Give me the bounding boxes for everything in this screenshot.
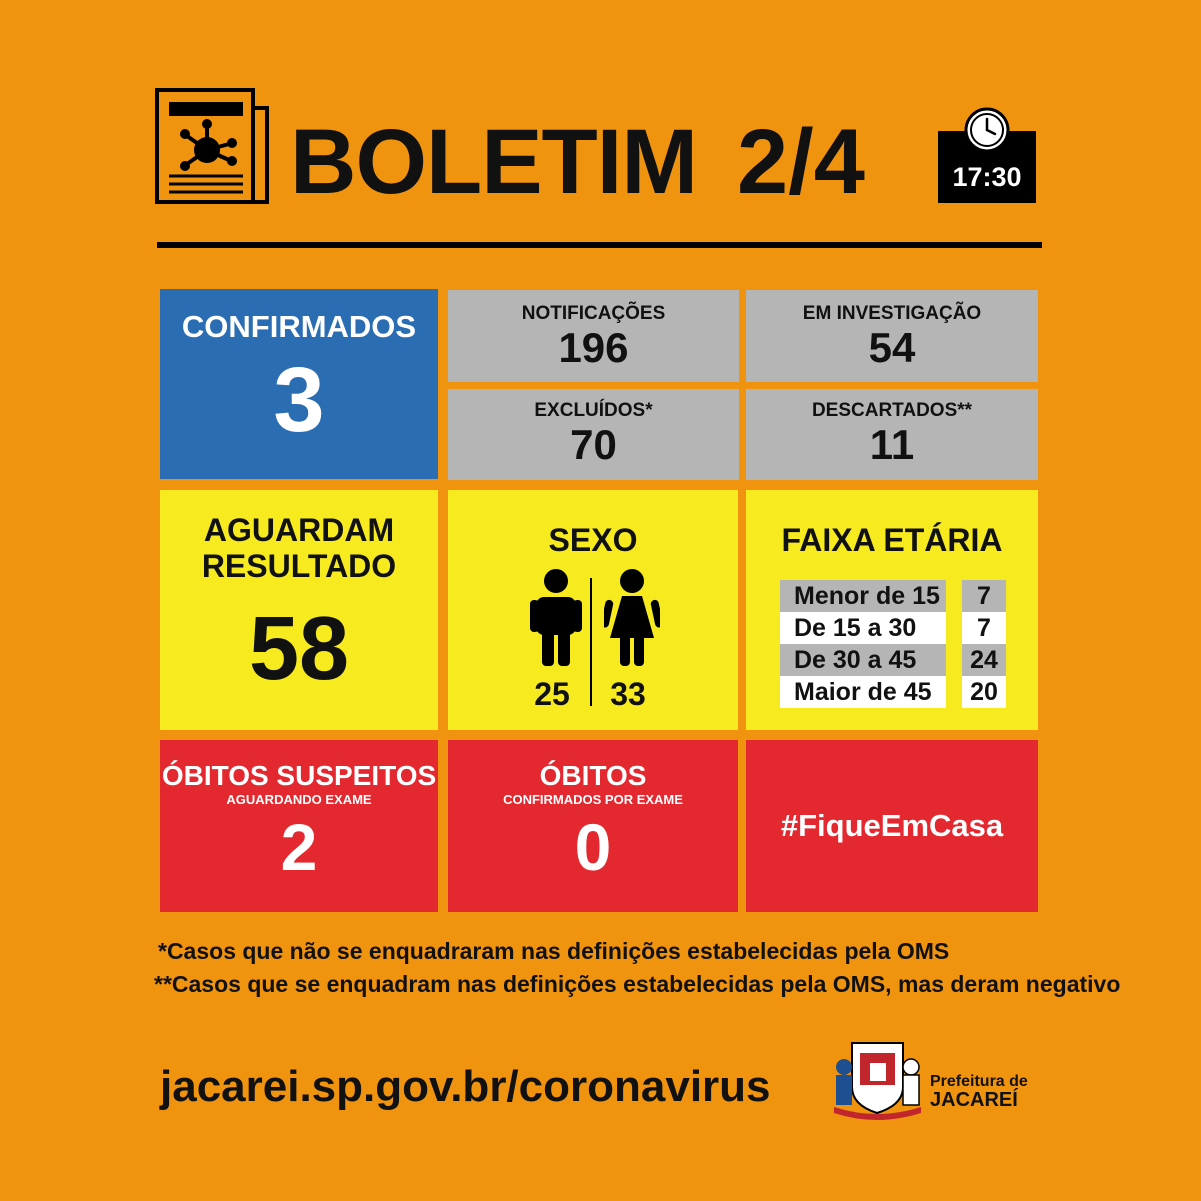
age-row-value: 20 [962,676,1006,708]
aguardam-value: 58 [248,599,350,699]
aguardam-card [160,490,438,730]
age-row [780,580,1006,612]
age-row-name: De 15 a 30 [780,612,946,644]
city-seal-icon [830,1035,925,1120]
time-badge [938,105,1036,203]
website-link[interactable]: jacarei.sp.gov.br/coronavirus [160,1062,771,1111]
obitos-suspeitos-value: 2 [280,810,318,884]
confirmados-value: 3 [273,349,325,451]
aguardam-label-line2: RESULTADO [201,548,397,584]
age-row-value: 24 [962,644,1006,676]
prefeitura-line2: JACAREÍ [930,1089,1018,1111]
female-value: 33 [610,676,646,712]
obitos-value: 0 [574,810,612,884]
obitos-label: ÓBITOS [539,760,647,791]
age-row-name: De 30 a 45 [780,644,946,676]
footnote-one: *Casos que não se enquadraram nas definições estabelecidas pela OMS [158,938,950,964]
obitos-sublabel: CONFIRMADOS POR EXAME [503,792,683,807]
age-row-name: Maior de 45 [780,676,946,708]
em-investigacao-label: EM INVESTIGAÇÃO [802,303,982,324]
clock-icon [964,107,1010,153]
title-text: BOLETIM [290,111,697,213]
female-icon [604,568,660,668]
age-table [780,580,1006,708]
obitos-suspeitos-sublabel: AGUARDANDO EXAME [226,792,372,807]
descartados-card [746,389,1038,480]
hashtag-card [746,740,1038,912]
age-row-name: Menor de 15 [780,580,946,612]
descartados-value: 11 [869,421,915,468]
page-indicator: 2/4 [736,111,865,213]
excluidos-label: EXCLUÍDOS* [534,400,653,421]
obitos-suspeitos-card [160,740,438,912]
age-row [780,612,1006,644]
age-row [780,676,1006,708]
male-icon [530,568,582,668]
prefeitura-line1: Prefeitura de [930,1073,1028,1090]
aguardam-label-line1: AGUARDAM [203,512,395,548]
confirmados-card [160,289,438,479]
notificacoes-card [448,290,739,382]
header-divider [157,242,1042,248]
male-value: 25 [534,676,570,712]
notificacoes-value: 196 [558,324,629,371]
confirmados-label: CONFIRMADOS [181,309,417,344]
em-investigacao-value: 54 [868,324,916,371]
age-row-value: 7 [962,612,1006,644]
time-text: 17:30 [938,131,1036,203]
footnote-two: **Casos que se enquadram nas definições estabelecidas pela OMS, mas deram negativo [154,971,1121,997]
age-row [780,644,1006,676]
newspaper-virus-icon [155,88,271,208]
sexo-label: SEXO [548,522,638,558]
obitos-card [448,740,738,912]
obitos-suspeitos-label: ÓBITOS SUSPEITOS [161,760,437,791]
faixa-etaria-label: FAIXA ETÁRIA [781,522,1003,558]
excluidos-card [448,389,739,480]
prefeitura-logo-text [930,1072,1028,1110]
em-investigacao-card [746,290,1038,382]
sexo-card [448,490,738,730]
notificacoes-label: NOTIFICAÇÕES [521,303,666,324]
bulletin-title [290,112,865,212]
excluidos-value: 70 [570,421,617,468]
sexo-divider [590,578,592,706]
age-row-value: 7 [962,580,1006,612]
descartados-label: DESCARTADOS** [811,400,973,421]
hashtag-text: #FiqueEmCasa [780,808,1004,843]
